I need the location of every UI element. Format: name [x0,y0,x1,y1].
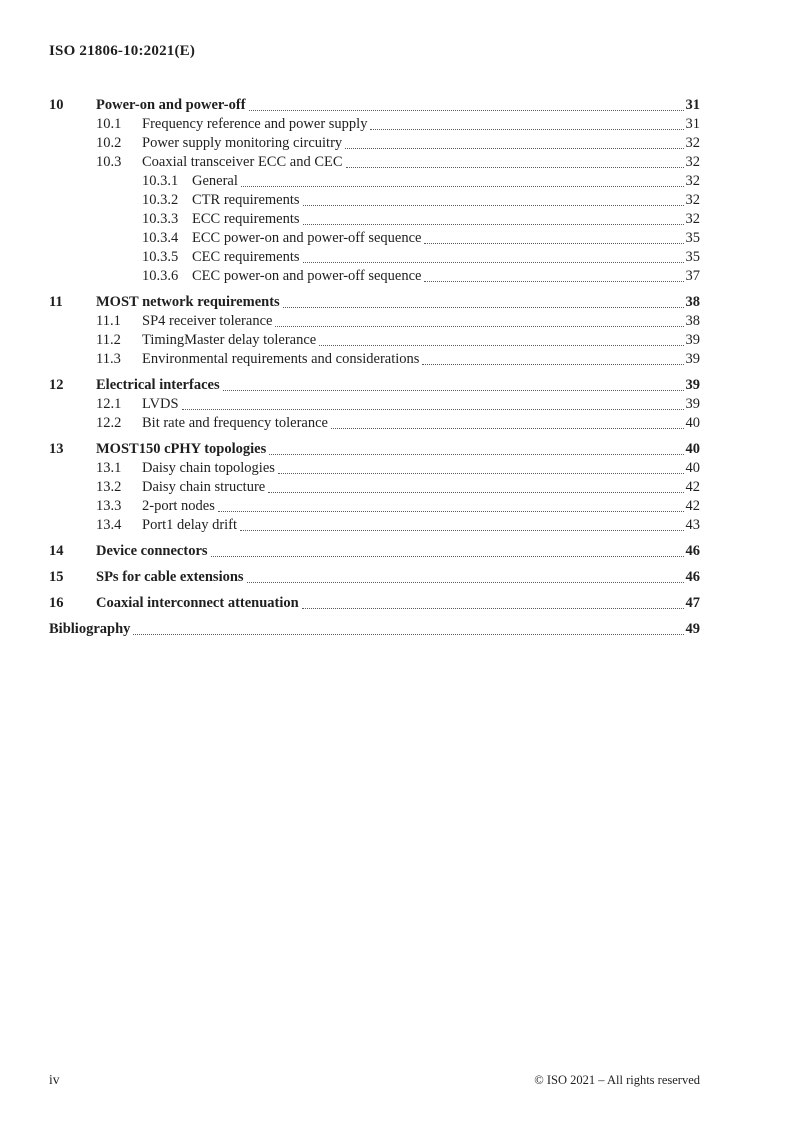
toc-entry-page: 46 [685,543,700,559]
toc-entry-title: Device connectors [96,543,208,559]
toc-entry [49,331,700,350]
toc-entry [49,134,700,153]
toc-entry [49,191,700,210]
toc-dot-leader [249,110,684,111]
toc-entry-page: 37 [685,268,700,284]
toc-dot-leader [424,281,683,282]
toc-entry-page: 40 [685,460,700,476]
toc-dot-leader [319,345,683,346]
page-footer [49,1072,700,1088]
toc-dot-leader [269,454,683,455]
toc-entry-page: 35 [685,249,700,265]
toc-entry-page: 31 [685,116,700,132]
toc-entry-page: 39 [685,332,700,348]
toc-entry [49,414,700,433]
toc-dot-leader [303,224,684,225]
toc-entry-number: 10.3.3 [142,211,179,227]
toc-entry [49,459,700,478]
toc-entry-title: Power-on and power-off [96,97,246,113]
toc-dot-leader [275,326,683,327]
toc-entry-title: General [192,173,238,189]
toc-entry-page: 40 [685,441,700,457]
toc-entry [49,516,700,535]
toc-entry-number: 13.3 [96,498,122,514]
toc-entry-title: LVDS [142,396,179,412]
toc-dot-leader [302,608,684,609]
toc-entry-page: 39 [685,396,700,412]
toc-entry [49,568,700,587]
toc-entry-title: ECC power-on and power-off sequence [192,230,422,246]
toc-entry-number: 13.2 [96,479,122,495]
toc-dot-leader [241,186,684,187]
toc-entry [49,210,700,229]
toc-entry-title: SP4 receiver tolerance [142,313,273,329]
toc-entry-page: 42 [685,498,700,514]
toc-entry-number: 13.1 [96,460,122,476]
toc-entry-number: 13 [49,441,64,457]
document-header: ISO 21806-10:2021(E) [49,43,196,59]
toc-entry-page: 46 [685,569,700,585]
toc-entry-page: 40 [685,415,700,431]
toc-entry [49,594,700,613]
toc-entry [49,620,700,639]
toc-entry-page: 32 [685,211,700,227]
toc-dot-leader [218,511,684,512]
toc-entry [49,395,700,414]
toc-entry [49,440,700,459]
toc-entry-title: 2-port nodes [142,498,215,514]
toc-entry-number: 11.3 [96,351,121,367]
toc-entry-title: Frequency reference and power supply [142,116,368,132]
toc-entry-title: SPs for cable extensions [96,569,244,585]
toc-dot-leader [283,307,684,308]
folio-page-number: iv [49,1072,60,1087]
toc-entry-title: CTR requirements [192,192,300,208]
toc-entry-title: Electrical interfaces [96,377,220,393]
toc-entry [49,267,700,286]
toc-entry-title: ECC requirements [192,211,300,227]
toc-entry [49,115,700,134]
toc-entry-title: Bit rate and frequency tolerance [142,415,328,431]
toc-dot-leader [370,129,683,130]
toc-entry-number: 11 [49,294,63,310]
toc-entry-number: 12 [49,377,64,393]
toc-entry-page: 39 [685,377,700,393]
toc-dot-leader [247,582,684,583]
toc-entry-number: 14 [49,543,64,559]
toc-entry-page: 32 [685,135,700,151]
toc-entry-number: 10.3.5 [142,249,179,265]
toc-entry-number: 16 [49,595,64,611]
toc-entry [49,96,700,115]
toc-entry-page: 38 [685,313,700,329]
toc-entry-title: Coaxial interconnect attenuation [96,595,299,611]
toc-entry [49,478,700,497]
toc-entry [49,497,700,516]
toc-entry-number: 10 [49,97,64,113]
toc-entry-page: 35 [685,230,700,246]
toc-entry-number: 15 [49,569,64,585]
toc-entry-number: 13.4 [96,517,122,533]
copyright-notice: © ISO 2021 – All rights reserved [534,1073,700,1087]
toc-entry-title: TimingMaster delay tolerance [142,332,317,348]
toc-entry-number: 10.3.6 [142,268,179,284]
toc-entry [49,376,700,395]
toc-entry [49,172,700,191]
toc-entry-number: 11.2 [96,332,121,348]
toc-entry-page: 31 [685,97,700,113]
toc-dot-leader [182,409,684,410]
toc-entry-title: Port1 delay drift [142,517,238,533]
toc-entry-page: 39 [685,351,700,367]
toc-entry-title: Daisy chain topologies [142,460,275,476]
toc-entry-page: 43 [685,517,700,533]
toc-entry-number: 10.3.2 [142,192,179,208]
toc-entry [49,293,700,312]
toc-entry-title: MOST network requirements [96,294,280,310]
toc-entry [49,153,700,172]
toc-entry-title: Environmental requirements and considerations [142,351,420,367]
toc-entry-number: 10.3.4 [142,230,179,246]
toc-dot-leader [424,243,683,244]
toc-entry-title: CEC power-on and power-off sequence [192,268,422,284]
toc-entry-page: 49 [685,621,700,637]
toc-dot-leader [240,530,683,531]
toc-entry-page: 32 [685,173,700,189]
toc-entry-page: 32 [685,154,700,170]
toc-entry-number: 10.3 [96,154,122,170]
toc-entry-number: 10.2 [96,135,122,151]
toc-entry-number: 11.1 [96,313,121,329]
toc-entry-page: 32 [685,192,700,208]
toc-entry [49,542,700,561]
toc-dot-leader [346,167,684,168]
toc-entry-title: Bibliography [49,621,131,637]
toc-dot-leader [278,473,684,474]
toc-dot-leader [303,205,684,206]
toc-entry-number: 12.2 [96,415,122,431]
toc-dot-leader [303,262,684,263]
toc-entry-title: Daisy chain structure [142,479,266,495]
toc-entry [49,312,700,331]
toc-entry-number: 10.3.1 [142,173,179,189]
toc-entry [49,350,700,369]
toc-entry-title: Coaxial transceiver ECC and CEC [142,154,343,170]
table-of-contents [49,96,700,639]
toc-dot-leader [345,148,683,149]
toc-entry [49,248,700,267]
toc-dot-leader [211,556,684,557]
toc-entry-page: 47 [685,595,700,611]
toc-dot-leader [133,634,683,635]
toc-entry-title: CEC requirements [192,249,300,265]
toc-dot-leader [223,390,684,391]
toc-entry-page: 38 [685,294,700,310]
toc-entry-title: Power supply monitoring circuitry [142,135,343,151]
toc-entry-title: MOST150 cPHY topologies [96,441,267,457]
toc-entry-number: 12.1 [96,396,122,412]
toc-entry-number: 10.1 [96,116,122,132]
toc-dot-leader [268,492,683,493]
toc-dot-leader [331,428,684,429]
toc-entry-page: 42 [685,479,700,495]
toc-entry [49,229,700,248]
toc-dot-leader [422,364,683,365]
